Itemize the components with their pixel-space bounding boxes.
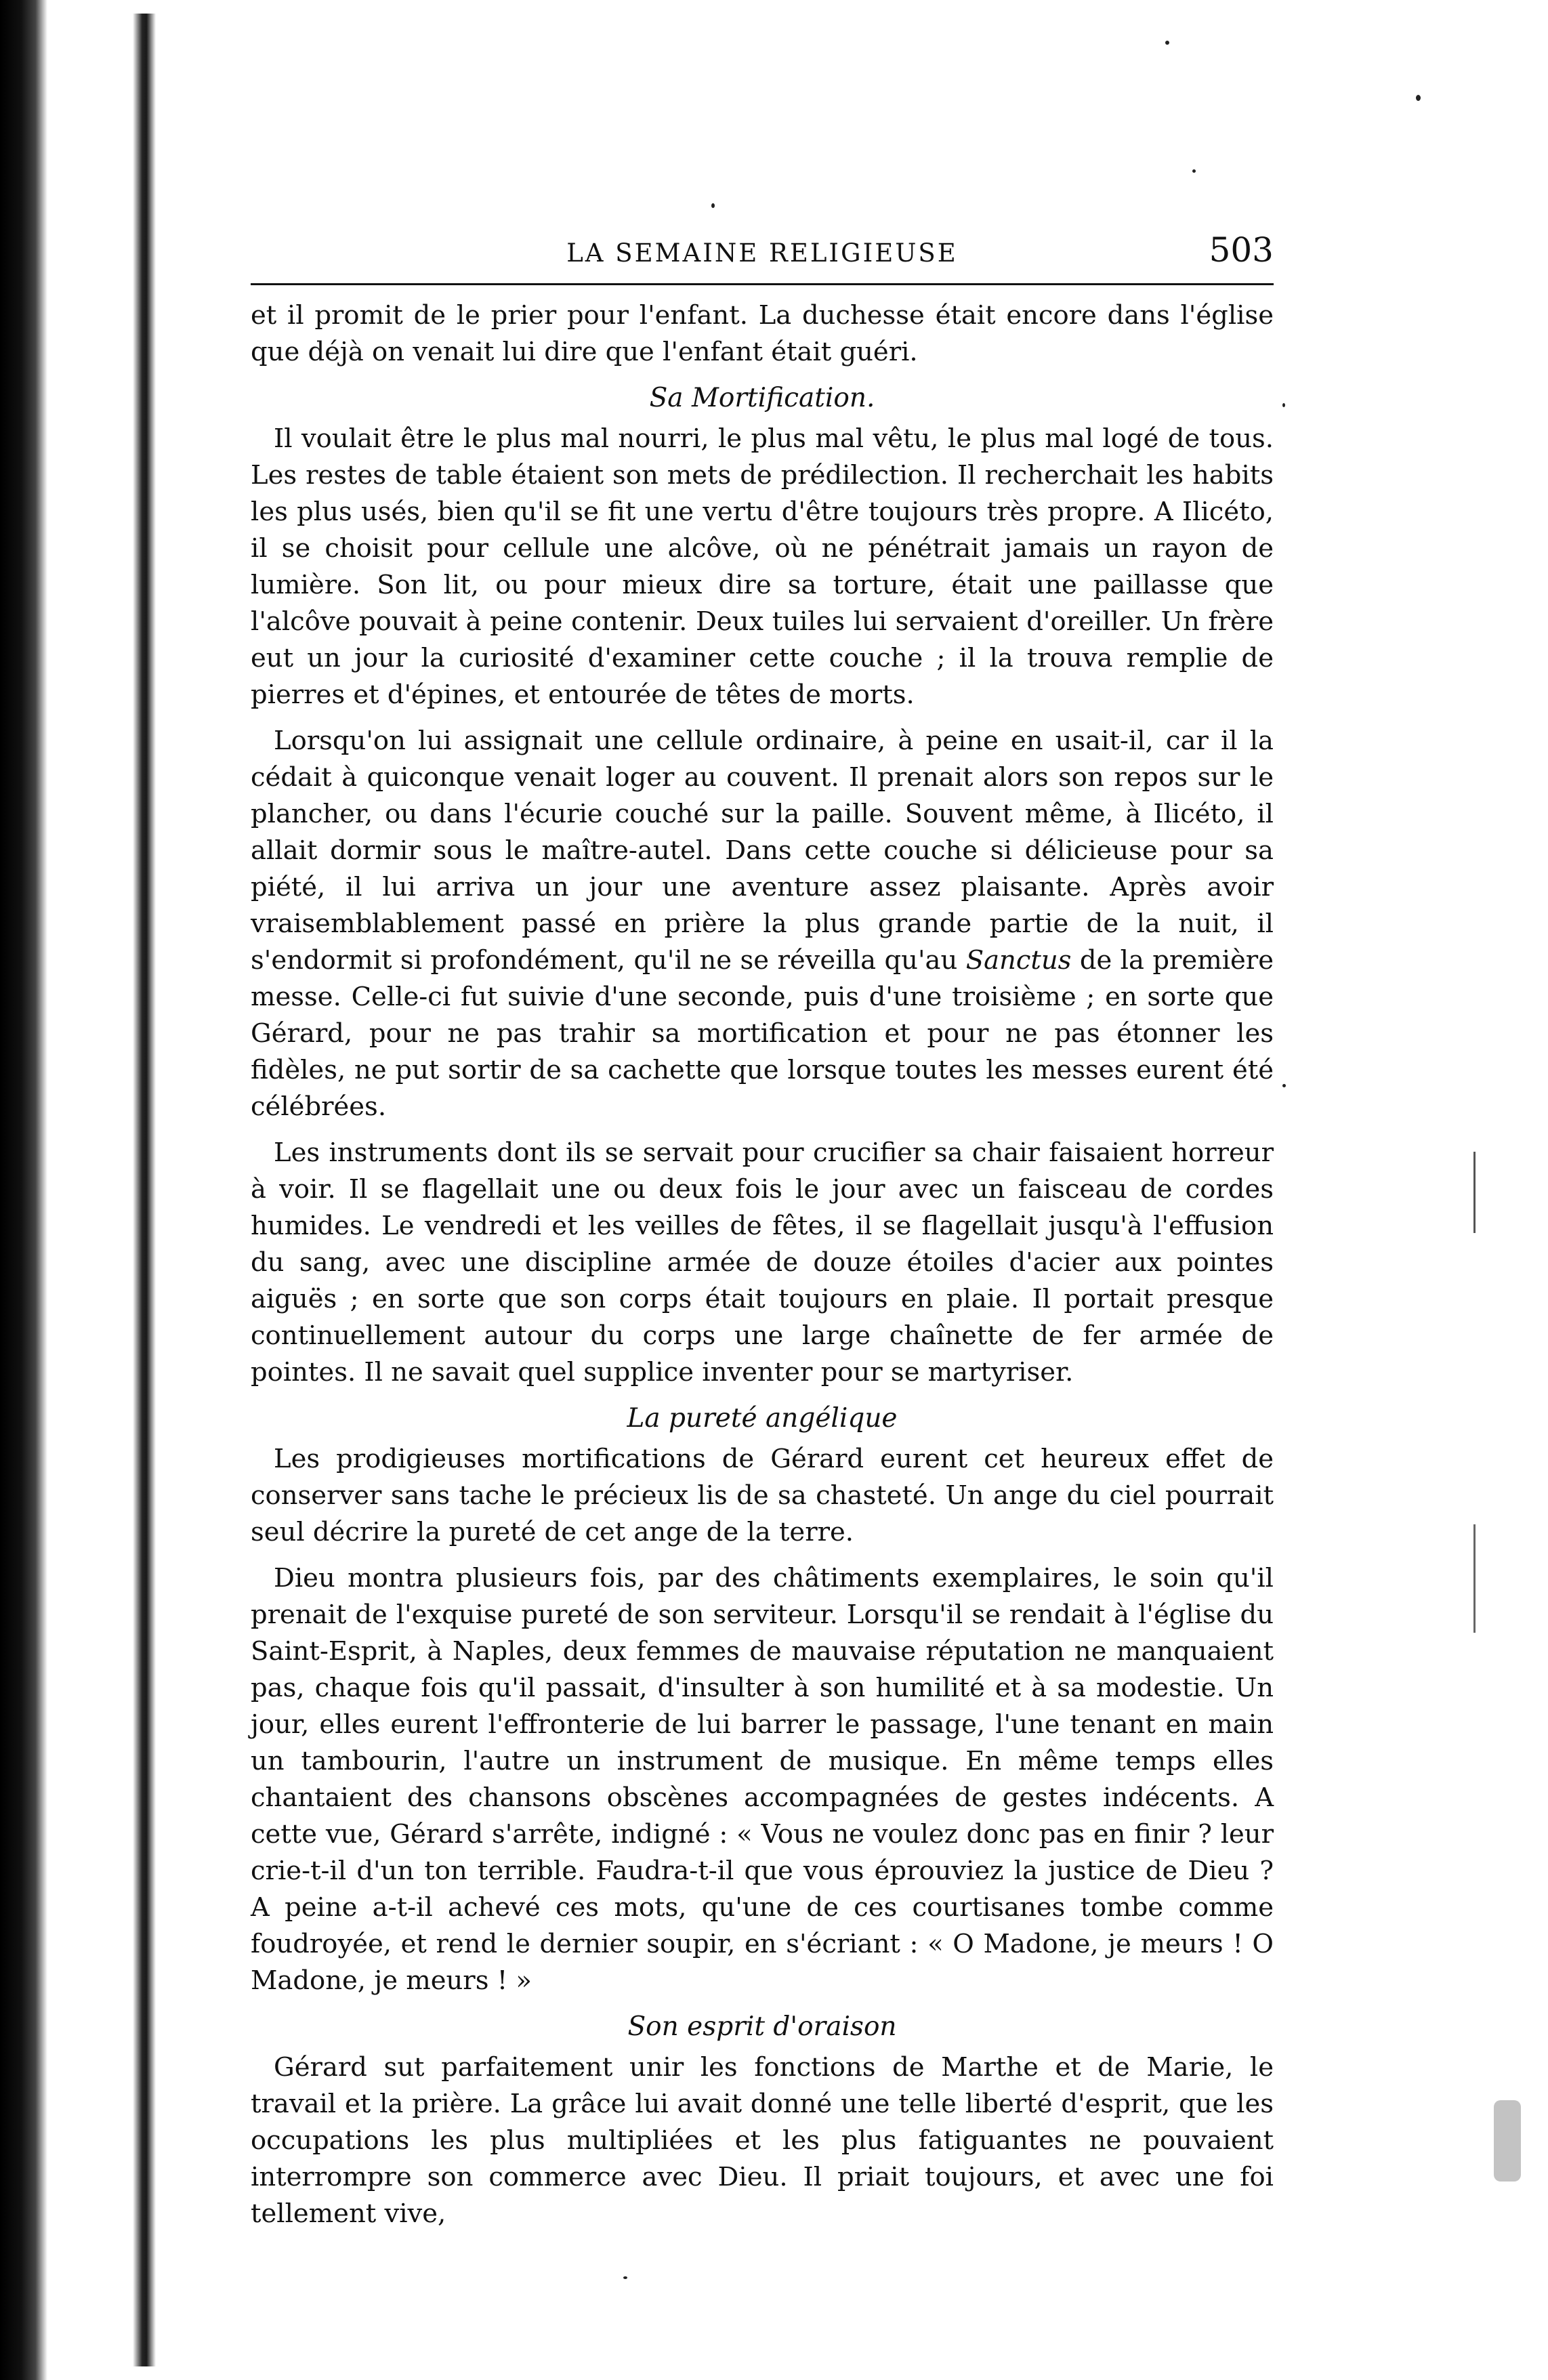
page xyxy=(251,224,1274,2242)
paragraph: Gérard sut parfaitement unir les fonctions de Marthe et de Marie, le travail et la prière. La grâce lui avait donné une telle liberté d'esprit, que les occupations les plus multipliées et les plus fatiguantes ne pouvaient interrompre son commerce avec Dieu. Il priait toujours, et avec une foi tellement vive, xyxy=(251,2052,1274,2229)
paragraph-text: Lorsqu'on lui assignait une cellule ordinaire, à peine en usait-il, car il la cédait à quiconque venait loger au couvent. Il prenait alors son repos sur le plancher, ou dans l'écurie couché sur la paille. Souvent même, à Ilicéto, il allait dormir sous le maître-autel. Dans cette couche si délicieuse pour sa piété, il lui arriva un jour une aventure assez plaisante. Après avoir vraisemblablement passé en prière la plus grande partie de la nuit, il s'endormit si profondément, qu'il ne se réveilla qu'au xyxy=(251,726,1274,976)
section-heading: La pureté angélique xyxy=(627,1403,898,1434)
italic-word: Sanctus xyxy=(965,945,1072,976)
section-heading: Sa Mortification. xyxy=(649,383,875,413)
scan-speck xyxy=(1282,1084,1286,1087)
section-heading: Son esprit d'oraison xyxy=(627,2011,897,2042)
paragraph xyxy=(251,723,1274,1125)
running-head-title: LA SEMAINE RELIGIEUSE xyxy=(566,238,958,268)
scan-speck xyxy=(1494,2100,1521,2181)
running-head xyxy=(251,224,1274,278)
header-rule xyxy=(251,283,1274,285)
paragraph: Les instruments dont ils se servait pour crucifier sa chair faisaient horreur à voir. Il se flagellait une ou deux fois le jour avec un faisceau de cordes humides. Le vendredi et les veilles de fêtes, il se flagellait jusqu'à l'effusion du sang, avec une discipline armée de douze étoiles d'acier aux pointes aiguës ; en sorte que son corps était toujours en plaie. Il portait presque continuellement autour du corps une large chaînette de fer armée de pointes. Il ne savait quel supplice inventer pour se martyriser. xyxy=(251,1137,1274,1387)
paragraph-text: de la première messe. Celle-ci fut suivie d'une seconde, puis d'une troisième ; en sorte que Gérard, pour ne pas trahir sa mortification et pour ne pas étonner les fidèles, ne put sortir de sa cachette que lorsque toutes les messes eurent été célébrées. xyxy=(251,945,1274,1122)
binding-shadow xyxy=(0,0,47,2380)
paragraph: Les prodigieuses mortifications de Gérard eurent cet heureux effet de conserver sans tache le précieux lis de sa chasteté. Un ange du ciel pourrait seul décrire la pureté de cet ange de la terre. xyxy=(251,1444,1274,1547)
scan-speck xyxy=(1473,1524,1476,1633)
scan-speck xyxy=(1192,169,1196,173)
scan-speck xyxy=(623,2276,627,2279)
paragraph: et il promit de le prier pour l'enfant. La duchesse était encore dans l'église que déjà on venait lui dire que l'enfant était guéri. xyxy=(251,300,1274,367)
paragraph: Il voulait être le plus mal nourri, le plus mal vêtu, le plus mal logé de tous. Les restes de table étaient son mets de prédilection. Il recherchait les habits les plus usés, bien qu'il se fit une vertu d'être toujours très propre. A Ilicéto, il se choisit pour cellule une alcôve, où ne pénétrait jamais un rayon de lumière. Son lit, ou pour mieux dire sa torture, était une paillasse que l'alcôve pouvait à peine contenir. Deux tuiles lui servaient d'oreiller. Un frère eut un jour la curiosité d'examiner cette couche ; il la trouva remplie de pierres et d'épines, et entourée de têtes de morts. xyxy=(251,423,1274,710)
scan-speck xyxy=(711,203,715,208)
paragraph: Dieu montra plusieurs fois, par des châtiments exemplaires, le soin qu'il prenait de l'exquise pureté de son serviteur. Lorsqu'il se rendait à l'église du Saint-Esprit, à Naples, deux femmes de mauvaise réputation ne manquaient pas, chaque fois qu'il passait, d'insulter à son humilité et à sa modestie. Un jour, elles eurent l'effronterie de lui barrer le passage, l'une tenant en main un tambourin, l'autre un instrument de musique. En même temps elles chantaient des chansons obscènes accompagnées de gestes indécents. A cette vue, Gérard s'arrête, indigné : « Vous ne voulez donc pas en finir ? leur crie-t-il d'un ton terrible. Faudra-t-il que vous éprouviez la justice de Dieu ? A peine a-t-il achevé ces mots, qu'une de ces courtisanes tombe comme foudroyée, et rend le dernier soupir, en s'écriant : « O Madone, je meurs ! O Madone, je meurs ! » xyxy=(251,1563,1274,1996)
page-number: 503 xyxy=(1209,230,1274,270)
scan-speck xyxy=(1416,95,1421,101)
body-text xyxy=(251,297,1274,2232)
scan-speck xyxy=(1165,41,1169,45)
binding-fold xyxy=(133,14,156,2366)
scan-speck xyxy=(1473,1152,1476,1233)
scan-speck xyxy=(1282,403,1285,407)
